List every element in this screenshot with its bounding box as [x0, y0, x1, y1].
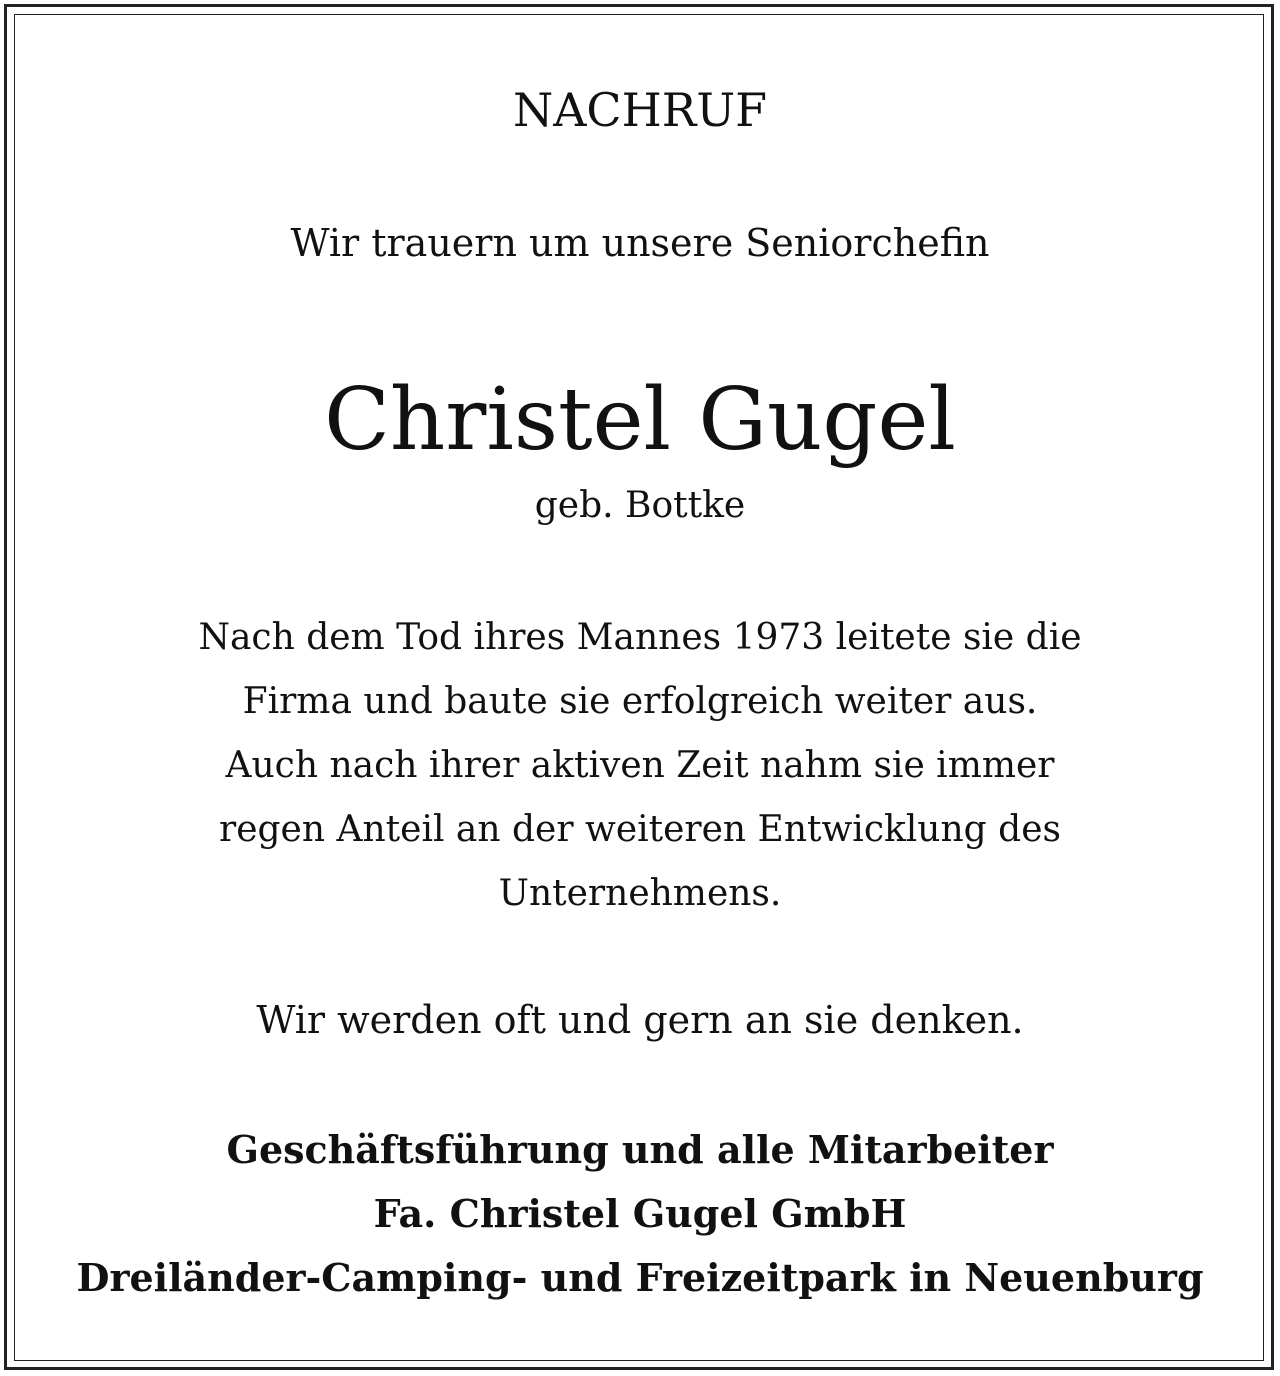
body-line: Unternehmens.: [498, 873, 782, 914]
body-line: Auch nach ihrer aktiven Zeit nahm sie immer: [225, 745, 1055, 786]
signature-block: [0, 1118, 1280, 1310]
notice-headline: NACHRUF: [512, 83, 768, 137]
signature-line: Geschäftsführung und alle Mitarbeiter: [226, 1127, 1054, 1172]
body-line: Firma und baute sie erfolgreich weiter aus.: [242, 681, 1038, 722]
notice-body: [0, 606, 1280, 926]
signature-line: Dreiländer-Camping- und Freizeitpark in Neuenburg: [76, 1255, 1204, 1300]
body-line: Nach dem Tod ihres Mannes 1973 leitete sie die: [198, 617, 1082, 658]
maiden-name: geb. Bottke: [534, 485, 746, 526]
notice-intro: Wir trauern um unsere Seniorchefin: [290, 221, 990, 265]
body-line: regen Anteil an der weiteren Entwicklung des: [219, 809, 1061, 850]
signature-line: Fa. Christel Gugel GmbH: [373, 1191, 907, 1236]
closing-line: Wir werden oft und gern an sie denken.: [256, 998, 1024, 1042]
deceased-name: Christel Gugel: [324, 370, 956, 470]
